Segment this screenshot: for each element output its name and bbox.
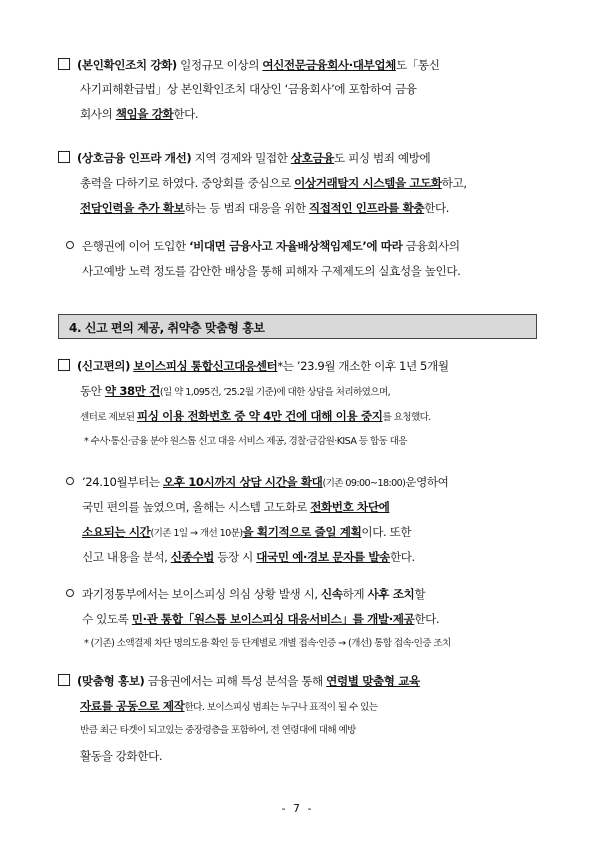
line (82, 499, 389, 515)
line (58, 150, 430, 166)
line (66, 238, 460, 254)
checkbox-bullet-icon (58, 674, 70, 686)
text: 한다. (173, 107, 199, 121)
line (58, 57, 440, 73)
line (80, 175, 467, 191)
text: 한다. 보이스피싱 범죄는 누구나 표적이 될 수 있는 (184, 702, 378, 713)
emphasis-text: 대국민 예·경보 문자를 발송 (256, 550, 390, 564)
text: 총력을 다하기로 하였다. 중앙회를 중심으로 (80, 176, 295, 190)
emphasis-text: 전담인력을 추가 확보 (80, 201, 185, 215)
line (58, 358, 449, 374)
heading-text: (맞춤형 홍보) (77, 674, 145, 688)
text: (기존 1일 → 개선 10분) (150, 528, 243, 539)
circle-bullet-icon (66, 589, 74, 597)
text: 한다. (424, 201, 450, 215)
emphasis-text: 이상거래탐지 시스템을 고도화 (294, 176, 442, 190)
text: 지역 경제와 밀접한 (191, 151, 291, 165)
line (82, 611, 439, 627)
emphasis-text: 약 38만 건 (104, 384, 160, 398)
footnote (84, 636, 451, 652)
text: 금융권에서는 피해 특성 분석을 통해 (144, 674, 327, 688)
emphasis-text: 책임을 강화 (115, 107, 174, 121)
emphasis-text: 신종수법 (170, 550, 214, 564)
line (58, 673, 420, 689)
section-header (58, 314, 537, 339)
text: 신고 내용을 분석, (82, 550, 171, 564)
emphasis-text: ‘비대면 금융사고 자율배상책임제도’에 따라 (189, 239, 403, 253)
text: ’24.10월부터는 (82, 475, 163, 489)
text: 운영하여 (405, 475, 449, 489)
text: 도 피싱 범죄 예방에 (334, 151, 431, 165)
text: 를 요청했다. (382, 412, 431, 423)
text: * 수사·통신·금융 분야 원스톱 신고 대응 서비스 제공, 경찰·금감원·KISA 등 합동 대응 (84, 436, 407, 447)
page-number: - 7 - (281, 802, 314, 815)
circle-bullet-icon (66, 477, 74, 485)
line (80, 748, 162, 764)
line (82, 549, 415, 565)
heading-text: (상호금융 인프라 개선) (77, 151, 192, 165)
text: 사고예방 노력 정도를 감안한 배상을 통해 피해자 구제제도의 실효성을 높인다. (82, 264, 461, 278)
text: *는 ’23.9월 개소한 이후 1년 5개월 (277, 359, 449, 373)
emphasis-text: 사후 조치 (367, 587, 415, 601)
line (80, 81, 417, 97)
line (66, 586, 425, 602)
emphasis-text: 오후 10시까지 상담 시간을 확대 (162, 475, 323, 489)
text: 하는 등 범죄 대응을 위한 (184, 201, 309, 215)
line (80, 723, 356, 739)
emphasis-text: 보이스피싱 통합신고대응센터 (133, 359, 278, 373)
text: 일정규모 이상의 (176, 58, 263, 72)
text: 금융회사의 (402, 239, 460, 253)
line (82, 524, 411, 542)
line (80, 106, 198, 122)
text: 국민 편의를 높였으며, 올해는 시스템 고도화로 (82, 500, 311, 514)
line (80, 698, 377, 716)
heading-text: (본인확인조치 강화) (77, 58, 177, 72)
text: 센터로 제보된 (80, 412, 137, 423)
emphasis-text: 신속 (321, 587, 343, 601)
text: 하게 (342, 587, 368, 601)
text: 한다. (414, 612, 440, 626)
checkbox-bullet-icon (58, 151, 70, 163)
emphasis-text: 직접적인 인프라를 확충 (308, 201, 425, 215)
line (66, 474, 448, 492)
line (80, 200, 449, 216)
line (80, 383, 390, 401)
text: 할 (414, 587, 426, 601)
emphasis-text: 전화번호 차단에 (310, 500, 390, 514)
text: 한다. (389, 550, 415, 564)
emphasis-text: 상호금융 (290, 151, 335, 165)
circle-bullet-icon (66, 241, 74, 249)
emphasis-text: 여신전문금융회사·대부업체 (262, 58, 396, 72)
text: 이다. 또한 (361, 525, 412, 539)
text: 도「통신 (395, 58, 440, 72)
text: 과기정통부에서는 보이스피싱 의심 상황 발생 시, (82, 587, 321, 601)
heading-text: (신고편의) (77, 359, 130, 373)
text: 하고, (441, 176, 467, 190)
text: 반큼 최근 타겟이 되고있는 중장령층을 포함하여, 전 연령대에 대해 예방 (80, 725, 356, 736)
footnote (84, 434, 407, 450)
emphasis-text: 연령별 맞춤형 교육 (326, 674, 420, 688)
line (80, 408, 431, 426)
emphasis-text: 자료를 공동으로 제작 (80, 699, 185, 713)
text: * (기존) 소액결제 차단 명의도용 확인 등 단계별로 개별 접속·인증 → (개선) 통합 접속·인증 조치 (84, 638, 451, 649)
emphasis-text: 민·관 통합「원스톱 보이스피싱 대응서비스」를 개발·제공 (131, 612, 415, 626)
text: (기존 09:00~18:00) (322, 478, 406, 489)
emphasis-text: 소요되는 시간 (82, 525, 151, 539)
checkbox-bullet-icon (58, 359, 70, 371)
text: 은행권에 이어 도입한 (82, 239, 190, 253)
section-title: 4. 신고 편의 제공, 취약층 맞춤형 홍보 (69, 321, 265, 335)
checkbox-bullet-icon (58, 58, 70, 70)
text: (일 약 1,095건, ’25.2월 기준)에 대한 상담을 처리하였으며, (159, 387, 391, 398)
text: 사기피해환급법」상 본인확인조치 대상인 ‘금융회사’에 포함하여 금융 (80, 82, 417, 96)
emphasis-text: 피싱 이용 전화번호 중 약 4만 건에 대해 이용 중지 (136, 409, 383, 423)
text: 동안 (80, 384, 105, 398)
line (82, 263, 460, 279)
text: 등장 시 (213, 550, 257, 564)
text: 활동을 강화한다. (80, 749, 163, 763)
emphasis-text: 을 획기적으로 줄일 계획 (242, 525, 362, 539)
text: 회사의 (80, 107, 116, 121)
text: 수 있도록 (82, 612, 132, 626)
